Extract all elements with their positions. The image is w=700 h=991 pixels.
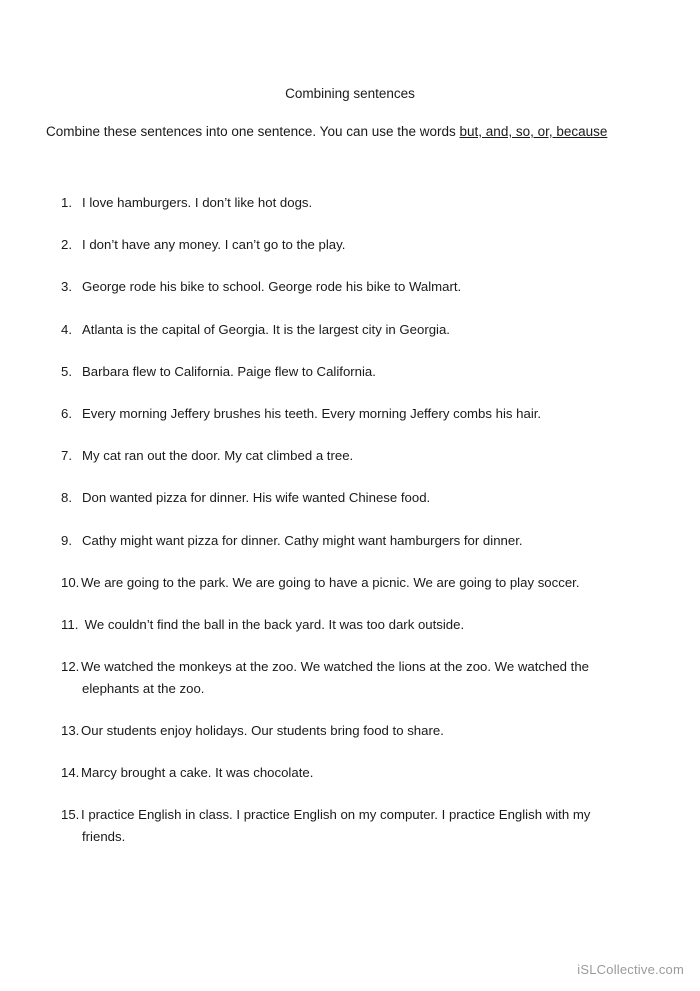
list-item [61,361,661,383]
watermark: iSLCollective.com [577,962,684,977]
item-text: Our students enjoy holidays. Our students bring food to share. [81,723,444,738]
item-number: 4. [61,322,72,337]
item-text: Cathy might want pizza for dinner. Cathy might want hamburgers for dinner. [82,533,523,548]
item-text: I don’t have any money. I can’t go to the play. [82,237,346,252]
list-item [61,656,661,700]
item-text: Barbara flew to California. Paige flew to California. [82,364,376,379]
item-text: My cat ran out the door. My cat climbed a tree. [82,448,354,463]
item-number: 1. [61,195,72,210]
item-number: 9. [61,533,72,548]
instructions-text: Combine these sentences into one sentence. You can use the words [46,124,460,139]
list-item [61,762,661,784]
list-item [61,487,661,509]
list-item [61,804,661,848]
item-number: 8. [61,490,72,505]
list-item [61,234,661,256]
item-number: 7. [61,448,72,463]
list-item [61,614,661,636]
list-item [61,445,661,467]
connecting-words: but, and, so, or, because [459,124,608,139]
list-item [61,276,661,298]
item-number: 12. [61,659,80,674]
instructions [46,124,666,139]
item-number: 3. [61,279,72,294]
list-item [61,192,661,214]
item-number: 13. [61,723,80,738]
item-number: 10. [61,575,80,590]
item-text-continuation: elephants at the zoo. [82,681,205,696]
item-text: We couldn’t find the ball in the back yard. It was too dark outside. [81,617,465,632]
list-item [61,572,661,594]
item-text-continuation: friends. [82,829,126,844]
list-item [61,720,661,742]
item-text: I love hamburgers. I don’t like hot dogs. [82,195,313,210]
list-item [61,403,661,425]
item-text: Marcy brought a cake. It was chocolate. [81,765,314,780]
item-text: Don wanted pizza for dinner. His wife wanted Chinese food. [82,490,431,505]
item-text: Every morning Jeffery brushes his teeth. Every morning Jeffery combs his hair. [82,406,542,421]
list-item [61,530,661,552]
item-number: 15. [61,807,80,822]
item-text: We watched the monkeys at the zoo. We watched the lions at the zoo. We watched the [81,659,590,674]
item-text: Atlanta is the capital of Georgia. It is the largest city in Georgia. [82,322,450,337]
item-number: 2. [61,237,72,252]
item-text: I practice English in class. I practice English on my computer. I practice English with my [81,807,591,822]
item-text: We are going to the park. We are going to have a picnic. We are going to play soccer. [81,575,580,590]
item-number: 5. [61,364,72,379]
item-number: 14. [61,765,80,780]
item-number: 11. [61,617,79,632]
item-number: 6. [61,406,72,421]
list-item [61,319,661,341]
page-title: Combining sentences [285,86,415,101]
item-text: George rode his bike to school. George rode his bike to Walmart. [82,279,462,294]
